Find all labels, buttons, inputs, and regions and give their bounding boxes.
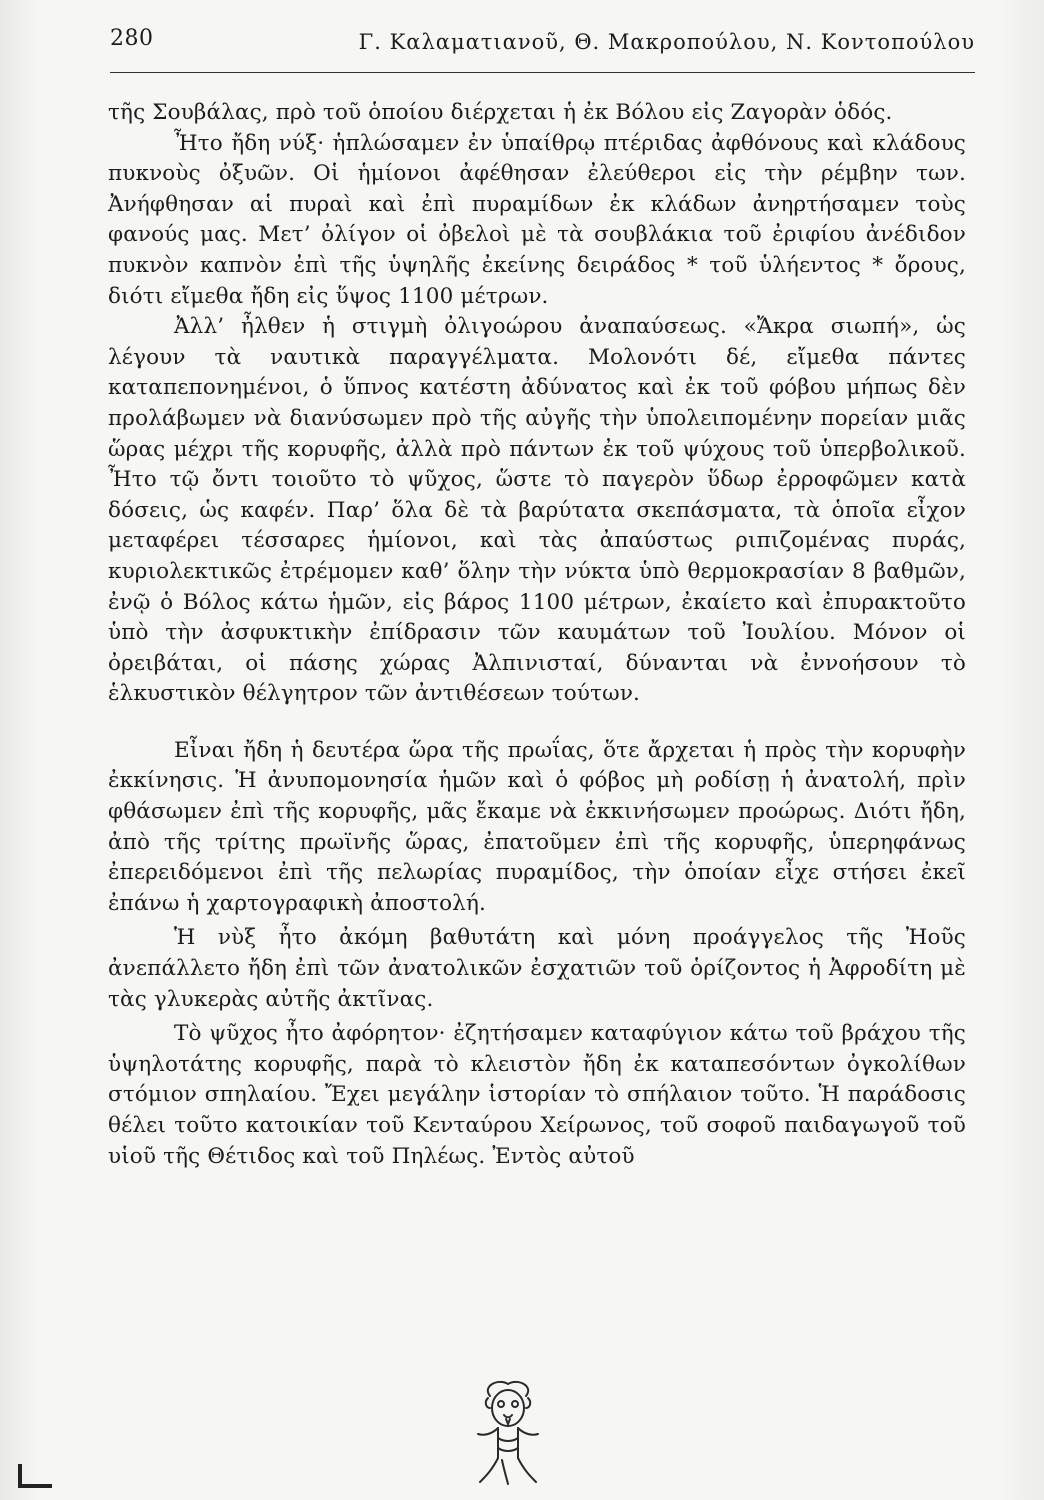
paragraph-3: Ἀλλ’ ἦλθεν ἡ στιγμὴ ὀλιγοώρου ἀναπαύσεως. «Ἄκρα σιωπή», ὡς λέγουν τὰ ναυτικὰ παραγγέλματα. Μολονότι δέ, εἴμεθα πάντες καταπεπονημένοι, ὁ ὕπνος κατέστη ἀδύνατος καὶ ἐκ τοῦ φόβου μήπως δὲν προλάβωμεν νὰ διανύσωμεν πρὸ τῆς αὐγῆς τὴν ὑπολειπομένην πορείαν μιᾶς ὥρας μέχρι τῆς κορυφῆς, ἀλλὰ πρὸ πάντων ἐκ τοῦ ψύχους τοῦ ὑπερβολικοῦ. Ἦτο τῷ ὄντι τοιοῦτο τὸ ψῦχος, ὥστε τὸ παγερὸν ὕδωρ ἐρροφῶμεν κατὰ δόσεις, ὡς καφέν. Παρ’ ὅλα δὲ τὰ βαρύτατα σκεπάσματα, τὰ ὁποῖα εἶχον μεταφέρει τέσσαρες ἡμίονοι, καὶ τὰς ἀπαύστως ριπιζομένας πυράς, κυριολεκτικῶς ἐτρέμομεν καθ’ ὅλην τὴν νύκτα ὑπὸ θερμοκρασίαν 8 βαθμῶν, ἐνῷ ὁ Βόλος κάτω ἡμῶν, εἰς βάρος 1100 μέτρων, ἐκαίετο καὶ ἐπυρακτοῦτο ὑπὸ τὴν ἀσφυκτικὴν ἐπίδρασιν τῶν καυμάτων τοῦ Ἰουλίου. Μόνον οἱ ὀρειβάται, οἱ πάσης χώρας Ἀλπινισταί, δύνανται νὰ ἐννοήσουν τὸ ἑλκυστικὸν θέλγητρον τῶν ἀντιθέσεων τούτων. [108, 314, 966, 707]
doodle-figure-illustration [468, 1378, 548, 1488]
running-head: Γ. Καλαματιανοῦ, Θ. Μακροπούλου, Ν. Κοντοπούλου [358, 30, 975, 54]
page-number: 280 [110, 26, 154, 51]
paragraph-5: Ἡ νὺξ ἦτο ἀκόμη βαθυτάτη καὶ μόνη προάγγελος τῆς Ἠοῦς ἀνεπάλλετο ἤδη ἐπὶ τῶν ἀνατολικῶν ἐσχατιῶν τοῦ ὁρίζοντος ἡ Ἀφροδίτη μὲ τὰς γλυκερὰς αὐτῆς ἀκτῖνας. [108, 925, 966, 1012]
paragraph-4: Εἶναι ἤδη ἡ δευτέρα ὥρα τῆς πρωΐας, ὅτε ἄρχεται ἡ πρὸς τὴν κορυφὴν ἐκκίνησις. Ἡ ἀνυπομονησία ἡμῶν καὶ ὁ φόβος μὴ ροδίσῃ ἡ ἀνατολή, πρὶν φθάσωμεν ἐπὶ τῆς κορυφῆς, μᾶς ἔκαμε νὰ ἐκκινήσωμεν προώρως. Διότι ἤδη, ἀπὸ τῆς τρίτης πρωϊνῆς ὥρας, ἐπατοῦμεν ἐπὶ τῆς κορυφῆς, ὑπερηφάνως ἐπερειδόμενοι ἐπὶ τῆς πελωρίας πυραμίδος, τὴν ὁποίαν εἶχε στήσει ἐκεῖ ἐπάνω ἡ χαρτογραφικὴ ἀποστολή. [108, 737, 966, 916]
paragraph-1: τῆς Σουβάλας, πρὸ τοῦ ὁποίου διέρχεται ἡ ἐκ Βόλου εἰς Ζαγορὰν ὁδός. [108, 100, 893, 125]
scan-corner-mark [16, 1460, 56, 1490]
paragraph-2: Ἦτο ἤδη νύξ· ἡπλώσαμεν ἐν ὑπαίθρῳ πτέριδας ἀφθόνους καὶ κλάδους πυκνοὺς ὀξυῶν. Οἱ ἡμίονοι ἀφέθησαν ἐλεύθεροι εἰς τὴν ρέμβην των. Ἀνήφθησαν αἱ πυραὶ καὶ ἐπὶ πυραμίδων ἐκ κλάδων ἀνηρτήσαμεν τοὺς φανούς μας. Μετ’ ὀλίγον οἱ ὀβελοὶ μὲ τὰ σουβλάκια τοῦ ἐριφίου ἀνέδιδον πυκνὸν καπνὸν ἐπὶ τῆς ὑψηλῆς ἐκείνης δειράδος * τοῦ ὑλήεντος * ὄρους, διότι εἴμεθα ἤδη εἰς ὕψος 1100 μέτρων. [108, 130, 966, 309]
body-text [108, 98, 966, 1172]
paragraph-6: Τὸ ψῦχος ἦτο ἀφόρητον· ἐζητήσαμεν καταφύγιον κάτω τοῦ βράχου τῆς ὑψηλοτάτης κορυφῆς, παρὰ τὸ κλειστὸν ἤδη ἐκ καταπεσόντων ὀγκολίθων στόμιον σπηλαίου. Ἔχει μεγάλην ἱστορίαν τὸ σπήλαιον τοῦτο. Ἡ παράδοσις θέλει τοῦτο κατοικίαν τοῦ Κενταύρου Χείρωνος, τοῦ σοφοῦ παιδαγωγοῦ τοῦ υἱοῦ τῆς Θέτιδος καὶ τοῦ Πηλέως. Ἐντὸς αὐτοῦ [108, 1021, 966, 1169]
page-header [110, 20, 975, 73]
